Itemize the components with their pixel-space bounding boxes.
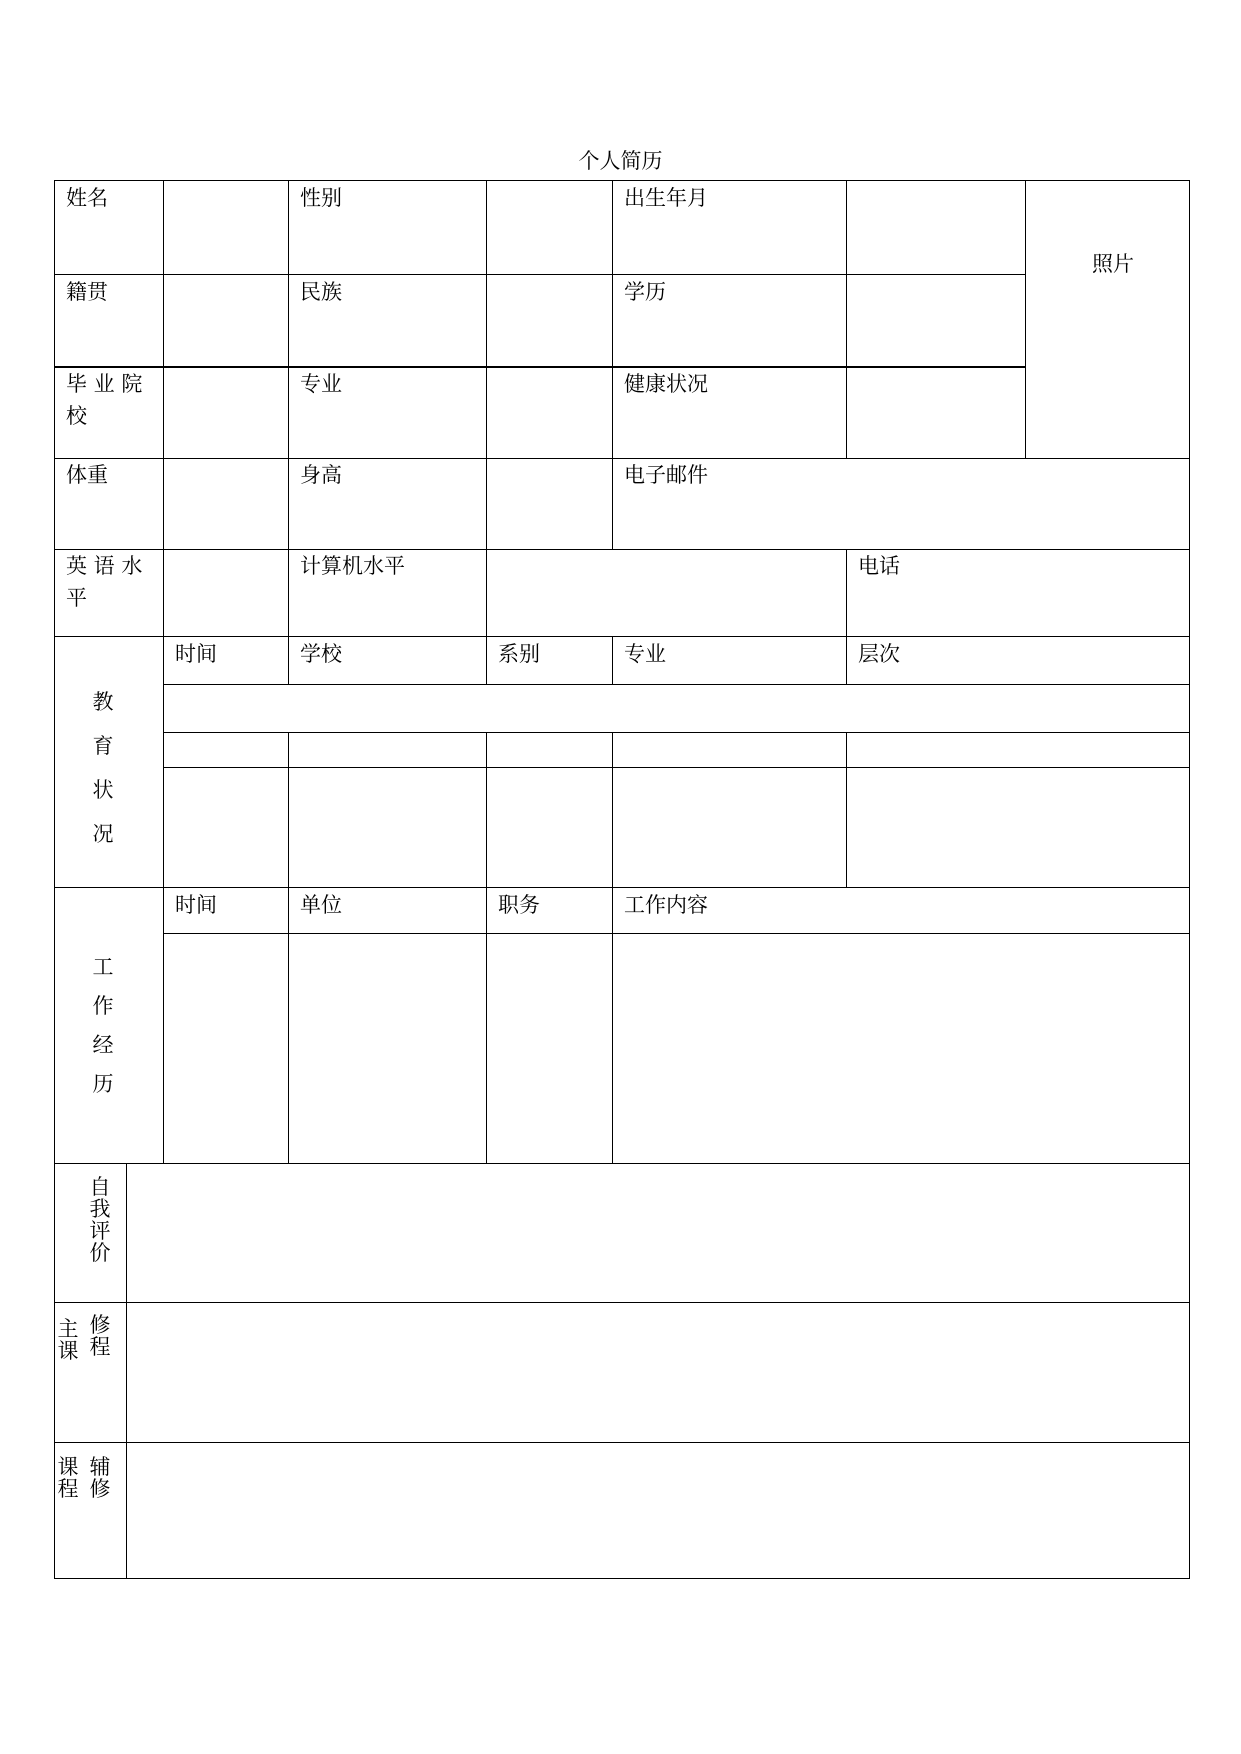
self-eval-char: 评 — [89, 1219, 111, 1243]
main-courses-value-cell[interactable] — [127, 1303, 1189, 1442]
degree-label: 学历 — [624, 280, 666, 304]
work-char: 历 — [92, 1072, 114, 1096]
health-label: 健康状况 — [624, 372, 708, 396]
english-level-value-cell[interactable] — [164, 550, 288, 636]
self-eval-char: 价 — [89, 1241, 111, 1265]
birth-date-value-cell[interactable] — [847, 181, 1025, 274]
photo-cell[interactable] — [1026, 181, 1189, 458]
work-header-content: 工作内容 — [624, 893, 708, 917]
gender-value-cell[interactable] — [487, 181, 612, 274]
school-label-line-2: 校 — [66, 404, 87, 428]
height-label: 身高 — [300, 463, 342, 487]
weight-label: 体重 — [66, 463, 108, 487]
main-courses-char: 主 — [57, 1317, 79, 1341]
english-label-line-2: 平 — [66, 586, 87, 610]
page-title: 个人简历 — [578, 149, 663, 173]
education-char: 育 — [92, 734, 114, 758]
major-value-cell[interactable] — [487, 368, 612, 458]
gender-label: 性别 — [300, 186, 342, 210]
main-courses-char: 课 — [57, 1339, 79, 1363]
edu-header-level: 层次 — [858, 642, 900, 666]
work-char: 经 — [92, 1033, 114, 1057]
computer-level-value-cell[interactable] — [487, 550, 846, 636]
english-level-label — [66, 550, 150, 614]
minor-courses-char: 课 — [57, 1455, 79, 1479]
native-place-value-cell[interactable] — [164, 275, 288, 366]
education-section-label — [88, 680, 118, 856]
english-label-line-1: 英 语 水 — [66, 554, 143, 578]
education-char: 教 — [92, 690, 114, 714]
minor-courses-label-col1 — [53, 1456, 83, 1500]
photo-label: 照片 — [1092, 252, 1134, 276]
self-eval-char: 我 — [89, 1197, 111, 1221]
main-courses-label-col2 — [85, 1314, 115, 1358]
degree-value-cell[interactable] — [847, 275, 1025, 366]
edu-header-department: 系别 — [498, 642, 540, 666]
edu-header-major: 专业 — [624, 642, 666, 666]
self-evaluation-label — [85, 1176, 115, 1264]
work-header-position: 职务 — [498, 893, 540, 917]
phone-label: 电话 — [858, 554, 900, 578]
minor-courses-value-cell[interactable] — [127, 1443, 1189, 1578]
self-evaluation-value-cell[interactable] — [127, 1164, 1189, 1302]
native-place-label: 籍贯 — [66, 280, 108, 304]
work-char: 工 — [92, 955, 114, 979]
computer-level-label: 计算机水平 — [300, 554, 405, 578]
health-value-cell[interactable] — [847, 368, 1025, 458]
school-label-line-1: 毕 业 院 — [66, 372, 143, 396]
email-label: 电子邮件 — [624, 463, 708, 487]
main-courses-char: 修 — [89, 1313, 111, 1337]
school-value-cell[interactable] — [164, 368, 288, 458]
birth-date-label: 出生年月 — [624, 186, 708, 210]
minor-courses-char: 辅 — [89, 1455, 111, 1479]
work-header-time: 时间 — [175, 893, 217, 917]
ethnicity-label: 民族 — [300, 280, 342, 304]
work-char: 作 — [92, 994, 114, 1018]
work-section-label — [88, 948, 118, 1104]
edu-header-time: 时间 — [175, 642, 217, 666]
minor-courses-label-col2 — [85, 1456, 115, 1500]
main-courses-label-col1 — [53, 1318, 83, 1362]
minor-courses-char: 修 — [89, 1477, 111, 1501]
ethnicity-value-cell[interactable] — [487, 275, 612, 366]
name-label: 姓名 — [66, 186, 108, 210]
name-value-cell[interactable] — [164, 181, 288, 274]
education-char: 况 — [92, 822, 114, 846]
education-char: 状 — [92, 778, 114, 802]
edu-header-school: 学校 — [300, 642, 342, 666]
major-label: 专业 — [300, 372, 342, 396]
minor-courses-char: 程 — [57, 1477, 79, 1501]
main-courses-char: 程 — [89, 1335, 111, 1359]
work-header-company: 单位 — [300, 893, 342, 917]
self-eval-char: 自 — [89, 1175, 111, 1199]
height-value-cell[interactable] — [487, 459, 612, 549]
email-value-cell[interactable] — [847, 459, 1189, 549]
school-label — [66, 368, 150, 432]
weight-value-cell[interactable] — [164, 459, 288, 549]
